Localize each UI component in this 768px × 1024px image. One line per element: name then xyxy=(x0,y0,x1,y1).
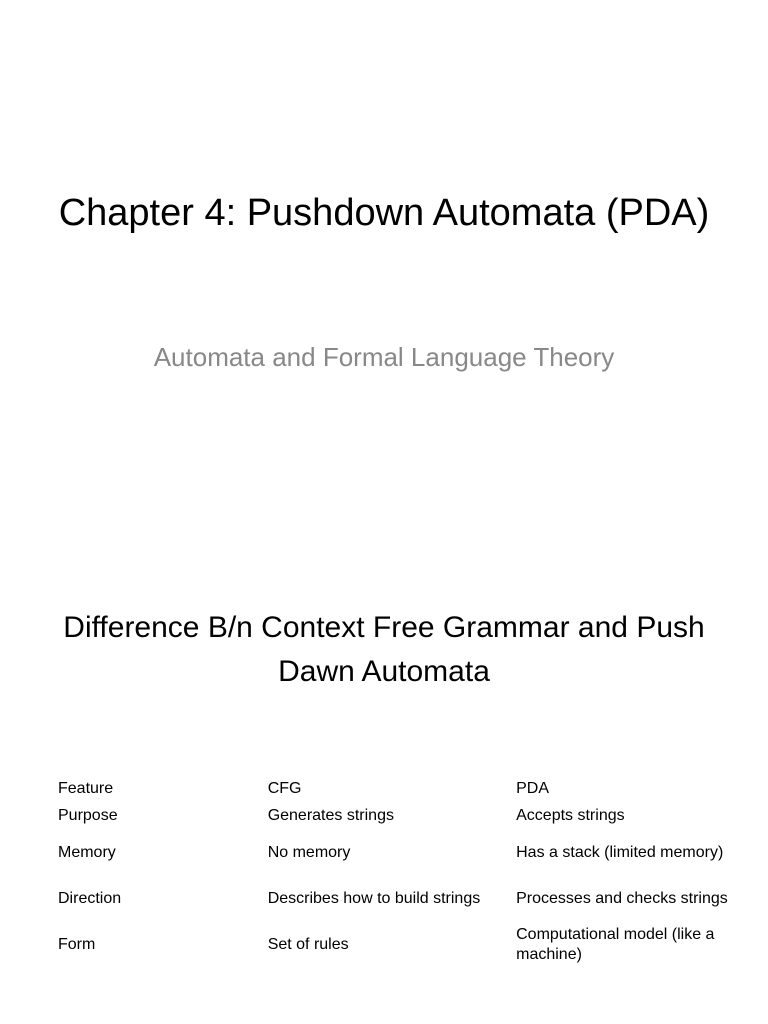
cell-pda: Processes and checks strings xyxy=(516,890,728,907)
cell-feature: Direction xyxy=(58,890,122,907)
header-pda: PDA xyxy=(516,780,550,797)
header-cfg: CFG xyxy=(267,780,302,797)
table-row xyxy=(54,922,744,968)
cell-cfg: Set of rules xyxy=(267,936,349,953)
comparison-table xyxy=(54,776,744,968)
cell-cfg: No memory xyxy=(267,844,351,861)
header-feature: Feature xyxy=(58,780,114,797)
cell-feature: Form xyxy=(58,936,96,953)
table-row xyxy=(54,830,744,876)
slide-title: Chapter 4: Pushdown Automata (PDA) xyxy=(58,192,710,234)
cell-feature: Purpose xyxy=(58,807,118,824)
slide-subtitle: Automata and Formal Language Theory xyxy=(153,342,615,372)
table-row xyxy=(54,802,744,830)
section-title: Difference B/n Context Free Grammar and Push Dawn Automata xyxy=(63,611,705,688)
cell-cfg: Describes how to build strings xyxy=(267,890,481,907)
cell-pda: Has a stack (limited memory) xyxy=(516,844,724,861)
table-header-row xyxy=(54,776,744,802)
cell-pda: Accepts strings xyxy=(516,807,625,824)
cell-pda: Computational model (like a machine) xyxy=(516,926,715,963)
table-row xyxy=(54,876,744,922)
cell-cfg: Generates strings xyxy=(267,807,394,824)
cell-feature: Memory xyxy=(58,844,116,861)
